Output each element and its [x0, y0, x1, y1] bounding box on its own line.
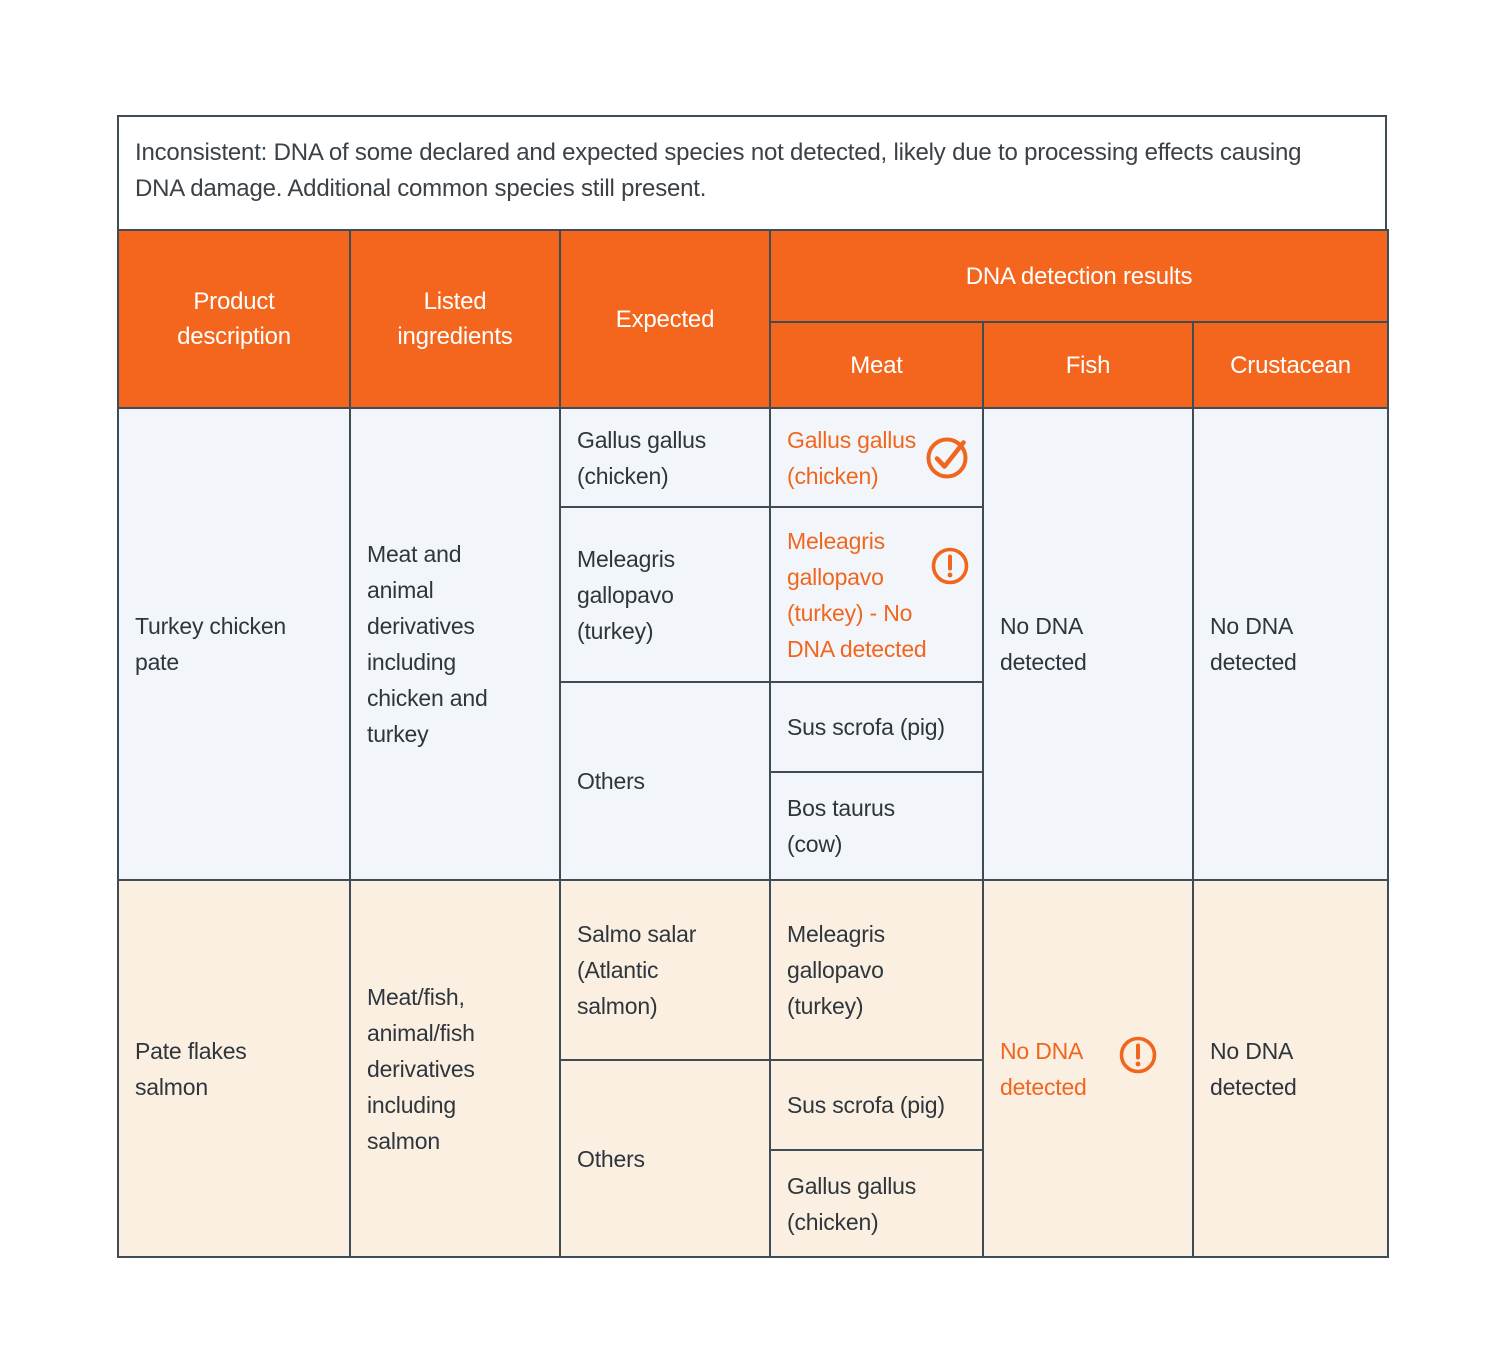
cell-fish-result	[983, 408, 1193, 880]
meat-result-text: Sus scrofa (pig)	[787, 1092, 945, 1118]
inconsistency-note-text: Inconsistent: DNA of some declared and expected species not detected, likely due to processing effects causing DNA damage. Additional common species still present.	[135, 139, 1302, 202]
cell-product-description	[118, 880, 350, 1257]
cell-meat-result-match	[770, 408, 983, 507]
cell-listed-ingredients	[350, 408, 560, 880]
product-name: Turkey chicken pate	[135, 613, 287, 675]
cell-crustacean-result	[1193, 880, 1388, 1257]
expected-species-text: Salmo salar (Atlantic salmon)	[577, 921, 697, 1019]
col-header-expected-label: Expected	[615, 305, 715, 333]
cell-meat-result-additional	[770, 1060, 983, 1150]
subcol-header-meat-label: Meat	[850, 351, 903, 379]
subcol-header-crustacean-label: Crustacean	[1230, 351, 1351, 379]
listed-ingredients-text: Meat/fish, animal/fish derivatives including salmon	[367, 983, 475, 1154]
cell-expected-species	[560, 880, 770, 1060]
cell-expected-others	[560, 1060, 770, 1257]
cell-expected-others	[560, 682, 770, 880]
cell-meat-result-additional	[770, 1150, 983, 1257]
subcol-header-meat	[770, 322, 983, 408]
meat-result-text: Meleagris gallopavo (turkey) - No DNA detected	[787, 527, 927, 662]
meat-result-text: Gallus gallus (chicken)	[787, 426, 917, 489]
product-row-turkey-chicken-pate	[118, 408, 1388, 880]
subcol-header-crustacean	[1193, 322, 1388, 408]
cell-expected-species	[560, 408, 770, 507]
product-row-pate-flakes-salmon	[118, 880, 1388, 1257]
crustacean-result-text: No DNA detected	[1210, 1037, 1297, 1100]
cell-meat-result-additional	[770, 772, 983, 880]
meat-result-text: Meleagris gallopavo (turkey)	[787, 921, 885, 1019]
crustacean-result-text: No DNA detected	[1210, 613, 1297, 675]
inconsistency-note	[117, 115, 1387, 231]
col-header-listed-ingredients	[350, 230, 560, 408]
cell-meat-result-additional	[770, 682, 983, 772]
cell-listed-ingredients	[350, 880, 560, 1257]
subcol-header-fish	[983, 322, 1193, 408]
listed-ingredients-text: Meat and animal derivatives including chicken and turkey	[367, 541, 488, 747]
col-header-listed-ingredients-label: Listed ingredients	[397, 288, 513, 350]
expected-species-text: Others	[577, 1145, 645, 1172]
subcol-header-fish-label: Fish	[1065, 351, 1111, 379]
check-circle-icon	[924, 435, 970, 481]
col-header-expected	[560, 230, 770, 408]
cell-meat-result-additional	[770, 880, 983, 1060]
meat-result-text: Sus scrofa (pig)	[787, 714, 945, 740]
expected-species-text: Others	[577, 768, 645, 794]
group-header-dna-detection-results-label: DNA detection results	[965, 262, 1193, 290]
product-name: Pate flakes salmon	[135, 1037, 247, 1100]
cell-expected-species	[560, 507, 770, 682]
report-section	[117, 115, 1387, 1258]
cell-fish-result-not-detected	[983, 880, 1193, 1257]
group-header-dna-detection-results	[770, 230, 1388, 322]
alert-circle-icon	[1118, 1035, 1158, 1075]
col-header-product-description	[118, 230, 350, 408]
expected-species-text: Gallus gallus (chicken)	[577, 426, 707, 489]
cell-crustacean-result	[1193, 408, 1388, 880]
meat-result-text: Bos taurus (cow)	[787, 795, 895, 857]
meat-result-text: Gallus gallus (chicken)	[787, 1172, 917, 1235]
expected-species-text: Meleagris gallopavo (turkey)	[577, 545, 675, 644]
cell-product-description	[118, 408, 350, 880]
cell-meat-result-not-detected	[770, 507, 983, 682]
alert-circle-icon	[930, 546, 970, 586]
dna-detection-table	[117, 229, 1389, 1258]
fish-result-text: No DNA detected	[1000, 613, 1087, 675]
col-header-product-description-label: Product description	[177, 288, 291, 350]
fish-result-text: No DNA detected	[1000, 1037, 1087, 1100]
